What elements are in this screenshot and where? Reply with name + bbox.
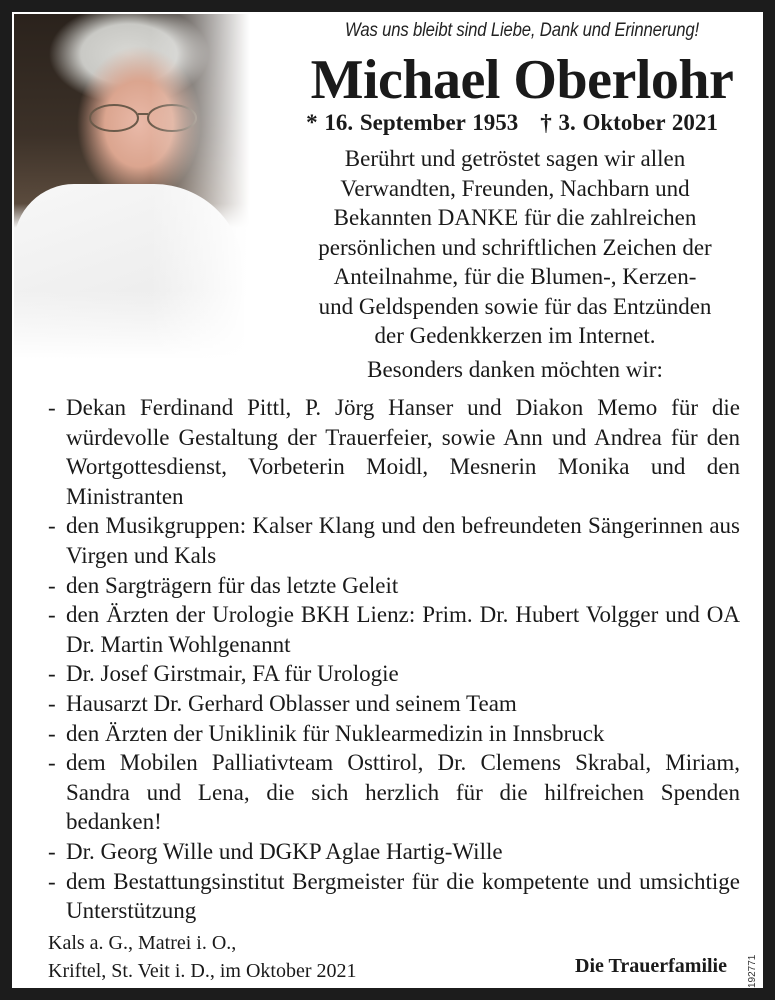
signature: Die Trauerfamilie — [575, 955, 727, 977]
list-item: - Dekan Ferdinand Pittl, P. Jörg Hanser und Diakon Memo für die würdevolle Gestaltung der Trauerfeier, sowie Ann und Andrea für den Wortgottesdienst, Vorbeterin Moidl, Mesnerin Monika und den Ministranten — [48, 393, 740, 511]
list-item: - Dr. Josef Girstmair, FA für Urologie — [48, 659, 740, 689]
list-item: - den Ärzten der Urologie BKH Lienz: Prim. Dr. Hubert Volgger und OA Dr. Martin Wohlgenannt — [48, 600, 740, 659]
list-item: - Hausarzt Dr. Gerhard Oblasser und seinem Team — [48, 689, 740, 719]
list-item: - den Ärzten der Uniklinik für Nuklearmedizin in Innsbruck — [48, 719, 740, 749]
thanks-line: Anteilnahme, für die Blumen-, Kerzen- — [333, 264, 697, 289]
thanks-line: und Geldspenden sowie für das Entzünden — [318, 293, 712, 319]
list-item: - dem Mobilen Palliativteam Osttirol, Dr. Clemens Skrabal, Miriam, Sandra und Lena, die sich herzlich für die hilfreichen Spenden bedanken! — [48, 748, 740, 837]
life-dates — [292, 110, 732, 136]
thanks-line: der Gedenkkerzen im Internet. — [374, 323, 656, 348]
place-and-date — [48, 929, 357, 985]
thanks-list — [48, 393, 740, 926]
thanks-line: Berührt und getröstet sagen wir allen — [344, 146, 686, 171]
list-item: - den Musikgruppen: Kalser Klang und den befreundeten Sängerinnen aus Virgen und Kals — [48, 511, 740, 570]
thanks-line: persönlichen und schriftlichen Zeichen der — [318, 234, 712, 260]
portrait-photo — [14, 14, 262, 359]
ad-code: 192771 — [747, 954, 758, 988]
list-item: - Dr. Georg Wille und DGKP Aglae Hartig-Wille — [48, 837, 740, 867]
special-thanks-heading: Besonders danken möchten wir: — [367, 357, 663, 382]
thanks-line: Verwandten, Freunden, Nachbarn und — [340, 175, 690, 201]
thanks-line: Bekannten DANKE für die zahlreichen — [333, 205, 697, 230]
motto: Was uns bleibt sind Liebe, Dank und Erinnerung! — [345, 20, 699, 41]
thanks-paragraph — [280, 144, 750, 351]
place-line: Kriftel, St. Veit i. D., im Oktober 2021 — [48, 960, 357, 982]
list-item: - den Sargträgern für das letzte Geleit — [48, 571, 740, 601]
obituary-card — [12, 12, 763, 988]
birth-date: * 16. September 1953 — [306, 110, 519, 135]
deceased-name: Michael Oberlohr — [310, 49, 734, 111]
list-item: - dem Bestattungsinstitut Bergmeister für die kompetente und umsichtige Unterstützung — [48, 867, 740, 926]
place-line: Kals a. G., Matrei i. O., — [48, 932, 237, 954]
death-date: † 3. Oktober 2021 — [540, 110, 718, 135]
photo-fade — [14, 14, 262, 359]
